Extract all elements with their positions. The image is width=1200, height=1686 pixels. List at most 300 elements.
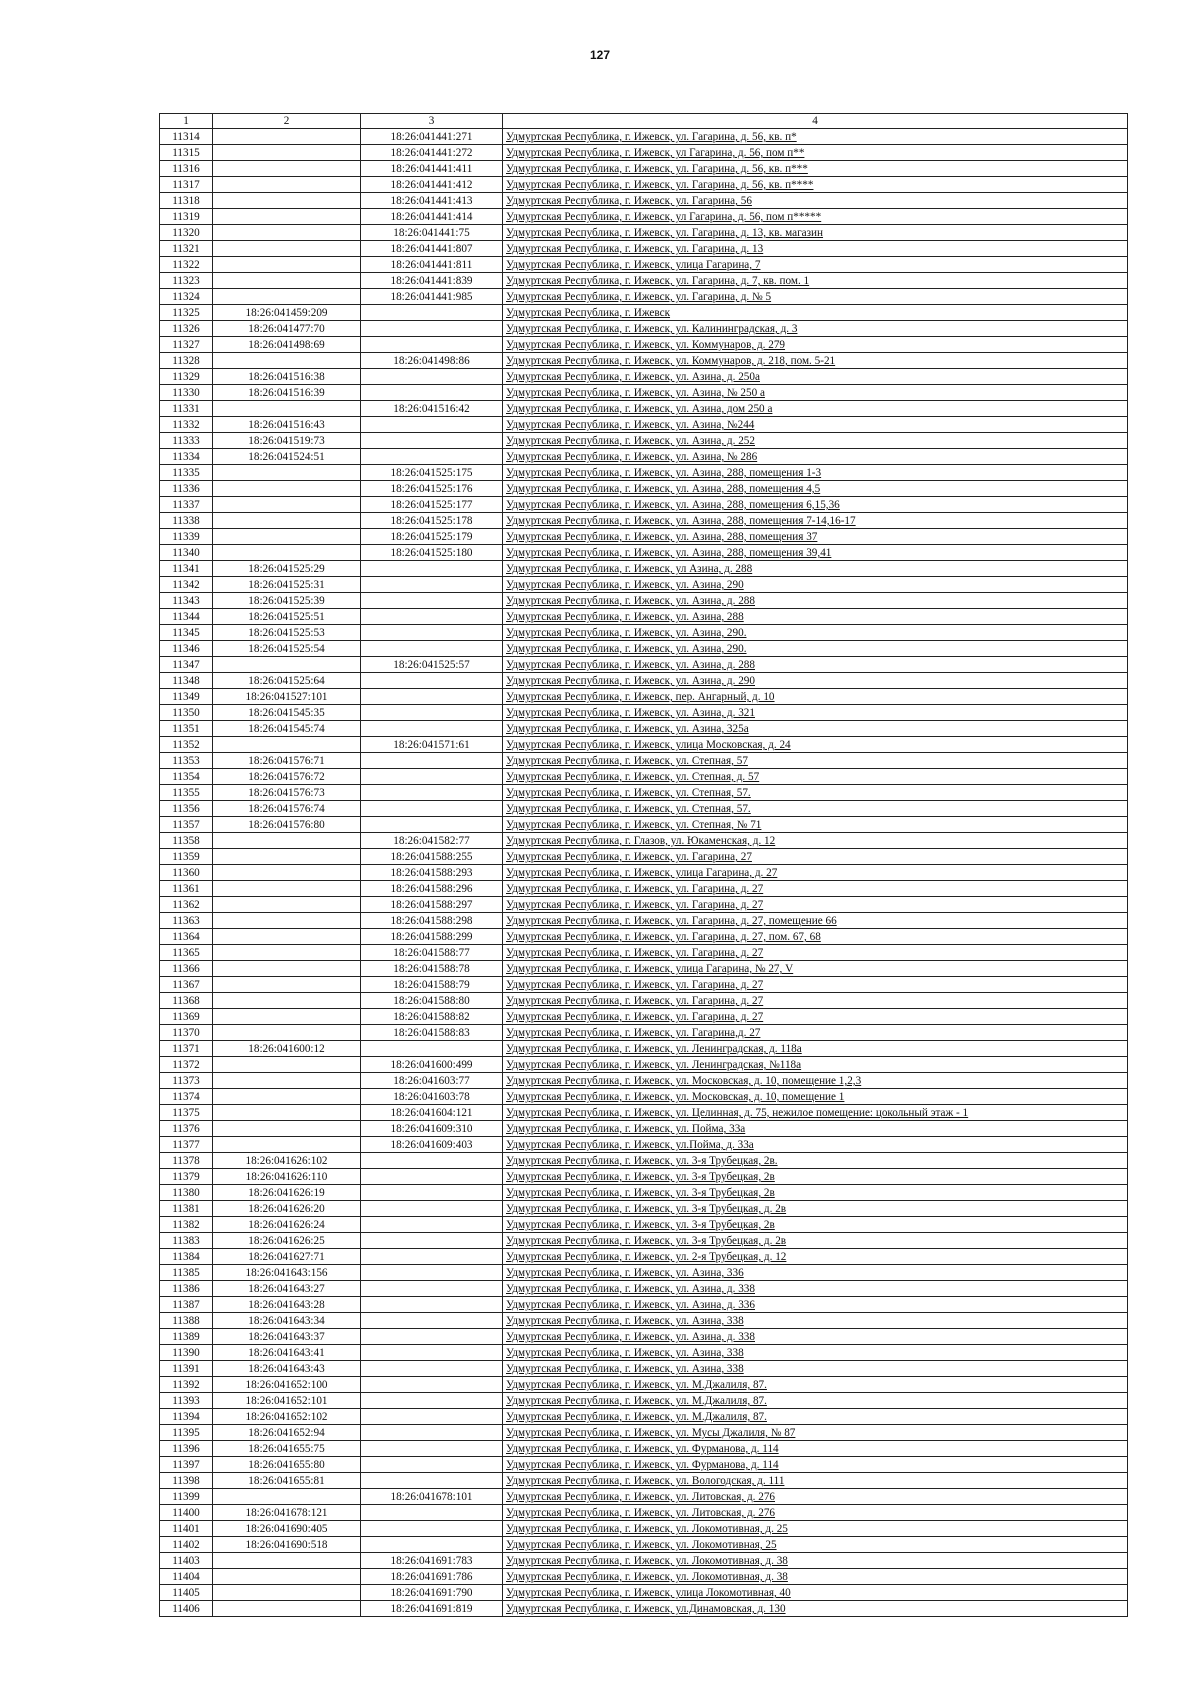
table-row: [160, 1441, 1128, 1457]
table-row: [160, 641, 1128, 657]
table-row: [160, 1121, 1128, 1137]
row-number-cell: 11314: [160, 129, 213, 145]
building-cadastral-cell: 18:26:041525:178: [361, 513, 503, 529]
row-number-cell: 11317: [160, 177, 213, 193]
row-number-cell: 11374: [160, 1089, 213, 1105]
land-cadastral-cell: [213, 1009, 361, 1025]
table-row: [160, 497, 1128, 513]
land-cadastral-cell: 18:26:041545:74: [213, 721, 361, 737]
row-number-cell: 11334: [160, 449, 213, 465]
row-number-cell: 11398: [160, 1473, 213, 1489]
address-cell: Удмуртская Республика, г. Ижевск, ул. Азина, 288, помещения 1-3: [503, 465, 1128, 481]
column-header-2: 2: [213, 114, 361, 129]
building-cadastral-cell: [361, 753, 503, 769]
building-cadastral-cell: [361, 369, 503, 385]
building-cadastral-cell: [361, 785, 503, 801]
table-row: [160, 1409, 1128, 1425]
table-row: [160, 593, 1128, 609]
table-row: [160, 1201, 1128, 1217]
table-row: [160, 1553, 1128, 1569]
address-cell: Удмуртская Республика, г. Ижевск, ул. Азина, д. 252: [503, 433, 1128, 449]
table-row: [160, 1537, 1128, 1553]
land-cadastral-cell: [213, 257, 361, 273]
building-cadastral-cell: [361, 561, 503, 577]
land-cadastral-cell: 18:26:041576:71: [213, 753, 361, 769]
land-cadastral-cell: [213, 1585, 361, 1601]
table-row: [160, 1377, 1128, 1393]
land-cadastral-cell: 18:26:041626:25: [213, 1233, 361, 1249]
land-cadastral-cell: [213, 993, 361, 1009]
table-row: [160, 1041, 1128, 1057]
row-number-cell: 11330: [160, 385, 213, 401]
address-cell: Удмуртская Республика, г. Ижевск, ул Гагарина, д. 56, пом п*****: [503, 209, 1128, 225]
building-cadastral-cell: [361, 1217, 503, 1233]
land-cadastral-cell: 18:26:041652:100: [213, 1377, 361, 1393]
address-cell: Удмуртская Республика, г. Ижевск, ул. Мусы Джалиля, № 87: [503, 1425, 1128, 1441]
address-cell: Удмуртская Республика, г. Ижевск: [503, 305, 1128, 321]
row-number-cell: 11370: [160, 1025, 213, 1041]
address-cell: Удмуртская Республика, г. Ижевск, ул. Целинная, д. 75, нежилое помещение: цокольный этаж - 1: [503, 1105, 1128, 1121]
building-cadastral-cell: [361, 1361, 503, 1377]
building-cadastral-cell: 18:26:041441:75: [361, 225, 503, 241]
row-number-cell: 11386: [160, 1281, 213, 1297]
table-row: [160, 609, 1128, 625]
table-row: [160, 1265, 1128, 1281]
table-row: [160, 1281, 1128, 1297]
land-cadastral-cell: 18:26:041525:64: [213, 673, 361, 689]
building-cadastral-cell: 18:26:041498:86: [361, 353, 503, 369]
building-cadastral-cell: 18:26:041525:176: [361, 481, 503, 497]
row-number-cell: 11321: [160, 241, 213, 257]
row-number-cell: 11371: [160, 1041, 213, 1057]
building-cadastral-cell: 18:26:041441:839: [361, 273, 503, 289]
land-cadastral-cell: 18:26:041459:209: [213, 305, 361, 321]
table-row: [160, 753, 1128, 769]
table-row: [160, 1313, 1128, 1329]
row-number-cell: 11395: [160, 1425, 213, 1441]
address-cell: Удмуртская Республика, г. Ижевск, ул. Азина, дом 250 а: [503, 401, 1128, 417]
table-row: [160, 1249, 1128, 1265]
address-cell: Удмуртская Республика, г. Ижевск, пер. Ангарный, д. 10: [503, 689, 1128, 705]
row-number-cell: 11349: [160, 689, 213, 705]
building-cadastral-cell: 18:26:041588:79: [361, 977, 503, 993]
land-cadastral-cell: [213, 513, 361, 529]
address-cell: Удмуртская Республика, г. Ижевск, ул. Гагарина, д. 56, кв. п*: [503, 129, 1128, 145]
address-cell: Удмуртская Республика, г. Ижевск, ул. Азина, 290: [503, 577, 1128, 593]
row-number-cell: 11343: [160, 593, 213, 609]
table-body: [160, 129, 1128, 1617]
address-cell: Удмуртская Республика, г. Ижевск, ул. Азина, № 250 а: [503, 385, 1128, 401]
table-row: [160, 993, 1128, 1009]
table-row: [160, 1473, 1128, 1489]
address-cell: Удмуртская Республика, г. Ижевск, ул. 3-я Трубецкая, д. 2в: [503, 1201, 1128, 1217]
address-cell: Удмуртская Республика, г. Ижевск, ул. Азина, 288, помещения 39,41: [503, 545, 1128, 561]
land-cadastral-cell: [213, 1105, 361, 1121]
row-number-cell: 11353: [160, 753, 213, 769]
column-header-3: 3: [361, 114, 503, 129]
building-cadastral-cell: [361, 1329, 503, 1345]
land-cadastral-cell: 18:26:041498:69: [213, 337, 361, 353]
building-cadastral-cell: [361, 609, 503, 625]
address-cell: Удмуртская Республика, г. Ижевск, улица Локомотивная, 40: [503, 1585, 1128, 1601]
land-cadastral-cell: [213, 193, 361, 209]
address-cell: Удмуртская Республика, г. Ижевск, ул. Азина, д. 338: [503, 1329, 1128, 1345]
address-cell: Удмуртская Республика, г. Ижевск, ул. Калининградская, д. 3: [503, 321, 1128, 337]
address-cell: Удмуртская Республика, г. Ижевск, ул. Гагарина, д. 27: [503, 897, 1128, 913]
address-cell: Удмуртская Республика, г. Ижевск, ул. Азина, №244: [503, 417, 1128, 433]
row-number-cell: 11368: [160, 993, 213, 1009]
row-number-cell: 11348: [160, 673, 213, 689]
address-cell: Удмуртская Республика, г. Ижевск, ул. М.Джалиля, 87.: [503, 1393, 1128, 1409]
table-row: [160, 1297, 1128, 1313]
table-row: [160, 417, 1128, 433]
row-number-cell: 11369: [160, 1009, 213, 1025]
row-number-cell: 11325: [160, 305, 213, 321]
table-row: [160, 769, 1128, 785]
address-cell: Удмуртская Республика, г. Ижевск, ул. Азина, 336: [503, 1265, 1128, 1281]
building-cadastral-cell: 18:26:041588:299: [361, 929, 503, 945]
address-cell: Удмуртская Республика, г. Ижевск, ул. Гагарина, д. 27, пом. 67, 68: [503, 929, 1128, 945]
building-cadastral-cell: 18:26:041441:272: [361, 145, 503, 161]
land-cadastral-cell: [213, 1553, 361, 1569]
land-cadastral-cell: 18:26:041576:73: [213, 785, 361, 801]
row-number-cell: 11335: [160, 465, 213, 481]
row-number-cell: 11319: [160, 209, 213, 225]
land-cadastral-cell: [213, 1073, 361, 1089]
land-cadastral-cell: [213, 273, 361, 289]
land-cadastral-cell: [213, 865, 361, 881]
address-cell: Удмуртская Республика, г. Ижевск, ул. Пойма, 33а: [503, 1121, 1128, 1137]
land-cadastral-cell: 18:26:041525:54: [213, 641, 361, 657]
building-cadastral-cell: [361, 817, 503, 833]
building-cadastral-cell: [361, 705, 503, 721]
building-cadastral-cell: [361, 1297, 503, 1313]
row-number-cell: 11316: [160, 161, 213, 177]
address-cell: Удмуртская Республика, г. Ижевск, ул. Степная, 57.: [503, 801, 1128, 817]
table-row: [160, 977, 1128, 993]
table-row: [160, 1057, 1128, 1073]
land-cadastral-cell: 18:26:041576:72: [213, 769, 361, 785]
row-number-cell: 11400: [160, 1505, 213, 1521]
address-cell: Удмуртская Республика, г. Ижевск, ул. Азина, 288: [503, 609, 1128, 625]
land-cadastral-cell: 18:26:041626:19: [213, 1185, 361, 1201]
row-number-cell: 11392: [160, 1377, 213, 1393]
table-row: [160, 481, 1128, 497]
building-cadastral-cell: 18:26:041691:819: [361, 1601, 503, 1617]
row-number-cell: 11351: [160, 721, 213, 737]
land-cadastral-cell: 18:26:041690:518: [213, 1537, 361, 1553]
building-cadastral-cell: [361, 1457, 503, 1473]
land-cadastral-cell: 18:26:041516:38: [213, 369, 361, 385]
row-number-cell: 11346: [160, 641, 213, 657]
table-row: [160, 865, 1128, 881]
row-number-cell: 11337: [160, 497, 213, 513]
building-cadastral-cell: [361, 1281, 503, 1297]
row-number-cell: 11366: [160, 961, 213, 977]
row-number-cell: 11356: [160, 801, 213, 817]
row-number-cell: 11383: [160, 1233, 213, 1249]
table-row: [160, 945, 1128, 961]
land-cadastral-cell: [213, 833, 361, 849]
land-cadastral-cell: [213, 1089, 361, 1105]
building-cadastral-cell: 18:26:041691:786: [361, 1569, 503, 1585]
building-cadastral-cell: 18:26:041588:296: [361, 881, 503, 897]
table-row: [160, 929, 1128, 945]
row-number-cell: 11406: [160, 1601, 213, 1617]
row-number-cell: 11336: [160, 481, 213, 497]
building-cadastral-cell: 18:26:041441:414: [361, 209, 503, 225]
table-header: [160, 114, 1128, 129]
table-row: [160, 273, 1128, 289]
row-number-cell: 11339: [160, 529, 213, 545]
building-cadastral-cell: 18:26:041588:82: [361, 1009, 503, 1025]
land-cadastral-cell: 18:26:041516:39: [213, 385, 361, 401]
building-cadastral-cell: 18:26:041441:412: [361, 177, 503, 193]
row-number-cell: 11390: [160, 1345, 213, 1361]
building-cadastral-cell: 18:26:041588:80: [361, 993, 503, 1009]
table-row: [160, 1329, 1128, 1345]
land-cadastral-cell: [213, 1601, 361, 1617]
building-cadastral-cell: 18:26:041588:293: [361, 865, 503, 881]
address-cell: Удмуртская Республика, г. Ижевск, ул. Азина, 290.: [503, 641, 1128, 657]
table-row: [160, 1217, 1128, 1233]
address-cell: Удмуртская Республика, г. Ижевск, ул. Локомотивная, 25: [503, 1537, 1128, 1553]
row-number-cell: 11362: [160, 897, 213, 913]
address-cell: Удмуртская Республика, г. Ижевск, ул. Азина, 288, помещения 4,5: [503, 481, 1128, 497]
column-header-1: 1: [160, 114, 213, 129]
building-cadastral-cell: [361, 1169, 503, 1185]
building-cadastral-cell: 18:26:041441:807: [361, 241, 503, 257]
row-number-cell: 11388: [160, 1313, 213, 1329]
table-row: [160, 801, 1128, 817]
table-row: [160, 1185, 1128, 1201]
table-row: [160, 513, 1128, 529]
address-cell: Удмуртская Республика, г. Ижевск, ул. Азина, 338: [503, 1361, 1128, 1377]
address-cell: Удмуртская Республика, г. Ижевск, ул. Гагарина, д. 27: [503, 945, 1128, 961]
address-cell: Удмуртская Республика, г. Ижевск, ул. Гагарина, д. 56, кв. п****: [503, 177, 1128, 193]
row-number-cell: 11340: [160, 545, 213, 561]
table-row: [160, 689, 1128, 705]
building-cadastral-cell: [361, 1537, 503, 1553]
row-number-cell: 11360: [160, 865, 213, 881]
address-cell: Удмуртская Республика, г. Глазов, ул. Юкаменская, д. 12: [503, 833, 1128, 849]
land-cadastral-cell: 18:26:041678:121: [213, 1505, 361, 1521]
land-cadastral-cell: [213, 897, 361, 913]
table-row: [160, 289, 1128, 305]
land-cadastral-cell: [213, 481, 361, 497]
building-cadastral-cell: 18:26:041582:77: [361, 833, 503, 849]
building-cadastral-cell: [361, 305, 503, 321]
building-cadastral-cell: 18:26:041603:77: [361, 1073, 503, 1089]
land-cadastral-cell: [213, 353, 361, 369]
row-number-cell: 11382: [160, 1217, 213, 1233]
table-row: [160, 577, 1128, 593]
row-number-cell: 11359: [160, 849, 213, 865]
address-cell: Удмуртская Республика, г. Ижевск, ул. Азина, 325а: [503, 721, 1128, 737]
row-number-cell: 11363: [160, 913, 213, 929]
building-cadastral-cell: [361, 641, 503, 657]
building-cadastral-cell: [361, 593, 503, 609]
land-cadastral-cell: 18:26:041643:34: [213, 1313, 361, 1329]
row-number-cell: 11405: [160, 1585, 213, 1601]
row-number-cell: 11399: [160, 1489, 213, 1505]
row-number-cell: 11333: [160, 433, 213, 449]
table-row: [160, 849, 1128, 865]
land-cadastral-cell: [213, 1057, 361, 1073]
building-cadastral-cell: 18:26:041441:985: [361, 289, 503, 305]
building-cadastral-cell: 18:26:041525:177: [361, 497, 503, 513]
row-number-cell: 11361: [160, 881, 213, 897]
table-row: [160, 449, 1128, 465]
table-row: [160, 833, 1128, 849]
table-row: [160, 369, 1128, 385]
row-number-cell: 11364: [160, 929, 213, 945]
building-cadastral-cell: 18:26:041588:77: [361, 945, 503, 961]
address-cell: Удмуртская Республика, г. Ижевск, ул. М.Джалиля, 87.: [503, 1409, 1128, 1425]
table-row: [160, 177, 1128, 193]
land-cadastral-cell: 18:26:041643:27: [213, 1281, 361, 1297]
building-cadastral-cell: 18:26:041525:180: [361, 545, 503, 561]
building-cadastral-cell: [361, 577, 503, 593]
table-row: [160, 145, 1128, 161]
table-row: [160, 913, 1128, 929]
building-cadastral-cell: [361, 1441, 503, 1457]
header-row: [160, 114, 1128, 129]
building-cadastral-cell: 18:26:041609:403: [361, 1137, 503, 1153]
land-cadastral-cell: [213, 1569, 361, 1585]
row-number-cell: 11401: [160, 1521, 213, 1537]
table-row: [160, 1025, 1128, 1041]
address-cell: Удмуртская Республика, г. Ижевск, ул. Азина, 338: [503, 1345, 1128, 1361]
address-cell: Удмуртская Республика, г. Ижевск, ул. Азина, д. 338: [503, 1281, 1128, 1297]
address-cell: Удмуртская Республика, г. Ижевск, ул.Пойма, д. 33а: [503, 1137, 1128, 1153]
land-cadastral-cell: 18:26:041690:405: [213, 1521, 361, 1537]
table-row: [160, 529, 1128, 545]
building-cadastral-cell: 18:26:041678:101: [361, 1489, 503, 1505]
table-row: [160, 721, 1128, 737]
table-row: [160, 1233, 1128, 1249]
land-cadastral-cell: 18:26:041527:101: [213, 689, 361, 705]
table-row: [160, 1009, 1128, 1025]
land-cadastral-cell: [213, 881, 361, 897]
address-cell: Удмуртская Республика, г. Ижевск, ул. 3-я Трубецкая, д. 2в: [503, 1233, 1128, 1249]
table-row: [160, 561, 1128, 577]
land-cadastral-cell: 18:26:041627:71: [213, 1249, 361, 1265]
building-cadastral-cell: [361, 1425, 503, 1441]
address-cell: Удмуртская Республика, г. Ижевск, ул Гагарина, д. 56, пом п**: [503, 145, 1128, 161]
address-cell: Удмуртская Республика, г. Ижевск, улица Московская, д. 24: [503, 737, 1128, 753]
address-cell: Удмуртская Республика, г. Ижевск, ул. Локомотивная, д. 25: [503, 1521, 1128, 1537]
building-cadastral-cell: [361, 1233, 503, 1249]
address-cell: Удмуртская Республика, г. Ижевск, ул. Азина, № 286: [503, 449, 1128, 465]
building-cadastral-cell: [361, 689, 503, 705]
land-cadastral-cell: 18:26:041652:101: [213, 1393, 361, 1409]
land-cadastral-cell: [213, 225, 361, 241]
building-cadastral-cell: [361, 1345, 503, 1361]
land-cadastral-cell: 18:26:041655:80: [213, 1457, 361, 1473]
building-cadastral-cell: 18:26:041609:310: [361, 1121, 503, 1137]
building-cadastral-cell: 18:26:041588:78: [361, 961, 503, 977]
row-number-cell: 11344: [160, 609, 213, 625]
table-row: [160, 961, 1128, 977]
building-cadastral-cell: [361, 321, 503, 337]
row-number-cell: 11397: [160, 1457, 213, 1473]
land-cadastral-cell: 18:26:041643:37: [213, 1329, 361, 1345]
land-cadastral-cell: [213, 145, 361, 161]
land-cadastral-cell: 18:26:041524:51: [213, 449, 361, 465]
table-row: [160, 1169, 1128, 1185]
land-cadastral-cell: [213, 977, 361, 993]
table-row: [160, 321, 1128, 337]
address-cell: Удмуртская Республика, г. Ижевск, ул. Гагарина, д. № 5: [503, 289, 1128, 305]
building-cadastral-cell: 18:26:041441:811: [361, 257, 503, 273]
table-row: [160, 1393, 1128, 1409]
row-number-cell: 11367: [160, 977, 213, 993]
land-cadastral-cell: 18:26:041576:74: [213, 801, 361, 817]
table-row: [160, 161, 1128, 177]
table-row: [160, 1601, 1128, 1617]
address-cell: Удмуртская Республика, г. Ижевск, ул. Степная, д. 57: [503, 769, 1128, 785]
address-cell: Удмуртская Республика, г. Ижевск, ул. Гагарина, д. 13: [503, 241, 1128, 257]
address-cell: Удмуртская Республика, г. Ижевск, ул. Азина, д. 250а: [503, 369, 1128, 385]
address-cell: Удмуртская Республика, г. Ижевск, ул. Московская, д. 10, помещение 1: [503, 1089, 1128, 1105]
address-cell: Удмуртская Республика, г. Ижевск, ул. Локомотивная, д. 38: [503, 1553, 1128, 1569]
row-number-cell: 11377: [160, 1137, 213, 1153]
land-cadastral-cell: 18:26:041525:53: [213, 625, 361, 641]
address-cell: Удмуртская Республика, г. Ижевск, ул. Гагарина, д. 27: [503, 977, 1128, 993]
building-cadastral-cell: 18:26:041588:83: [361, 1025, 503, 1041]
table-row: [160, 257, 1128, 273]
building-cadastral-cell: [361, 1185, 503, 1201]
building-cadastral-cell: [361, 1041, 503, 1057]
address-cell: Удмуртская Республика, г. Ижевск, ул. Гагарина, д. 7, кв. пом. 1: [503, 273, 1128, 289]
table-row: [160, 129, 1128, 145]
land-cadastral-cell: [213, 241, 361, 257]
building-cadastral-cell: [361, 385, 503, 401]
building-cadastral-cell: [361, 1409, 503, 1425]
table-row: [160, 401, 1128, 417]
row-number-cell: 11332: [160, 417, 213, 433]
building-cadastral-cell: 18:26:041600:499: [361, 1057, 503, 1073]
row-number-cell: 11402: [160, 1537, 213, 1553]
land-cadastral-cell: [213, 1025, 361, 1041]
address-cell: Удмуртская Республика, г. Ижевск, ул. Азина, 288, помещения 37: [503, 529, 1128, 545]
row-number-cell: 11324: [160, 289, 213, 305]
row-number-cell: 11378: [160, 1153, 213, 1169]
address-cell: Удмуртская Республика, г. Ижевск, ул. Литовская, д. 276: [503, 1489, 1128, 1505]
building-cadastral-cell: [361, 1153, 503, 1169]
row-number-cell: 11318: [160, 193, 213, 209]
building-cadastral-cell: 18:26:041691:790: [361, 1585, 503, 1601]
address-cell: Удмуртская Республика, г. Ижевск, ул. 2-я Трубецкая, д. 12: [503, 1249, 1128, 1265]
building-cadastral-cell: [361, 721, 503, 737]
building-cadastral-cell: [361, 1313, 503, 1329]
table-row: [160, 305, 1128, 321]
address-cell: Удмуртская Республика, г. Ижевск, ул. 3-я Трубецкая, 2в: [503, 1185, 1128, 1201]
land-cadastral-cell: 18:26:041655:75: [213, 1441, 361, 1457]
row-number-cell: 11338: [160, 513, 213, 529]
address-cell: Удмуртская Республика, г. Ижевск, ул. Степная, 57: [503, 753, 1128, 769]
row-number-cell: 11342: [160, 577, 213, 593]
building-cadastral-cell: 18:26:041691:783: [361, 1553, 503, 1569]
row-number-cell: 11387: [160, 1297, 213, 1313]
building-cadastral-cell: [361, 1201, 503, 1217]
building-cadastral-cell: [361, 1265, 503, 1281]
address-cell: Удмуртская Республика, г. Ижевск, ул. Фурманова, д. 114: [503, 1441, 1128, 1457]
table-row: [160, 1585, 1128, 1601]
land-cadastral-cell: 18:26:041626:20: [213, 1201, 361, 1217]
row-number-cell: 11347: [160, 657, 213, 673]
